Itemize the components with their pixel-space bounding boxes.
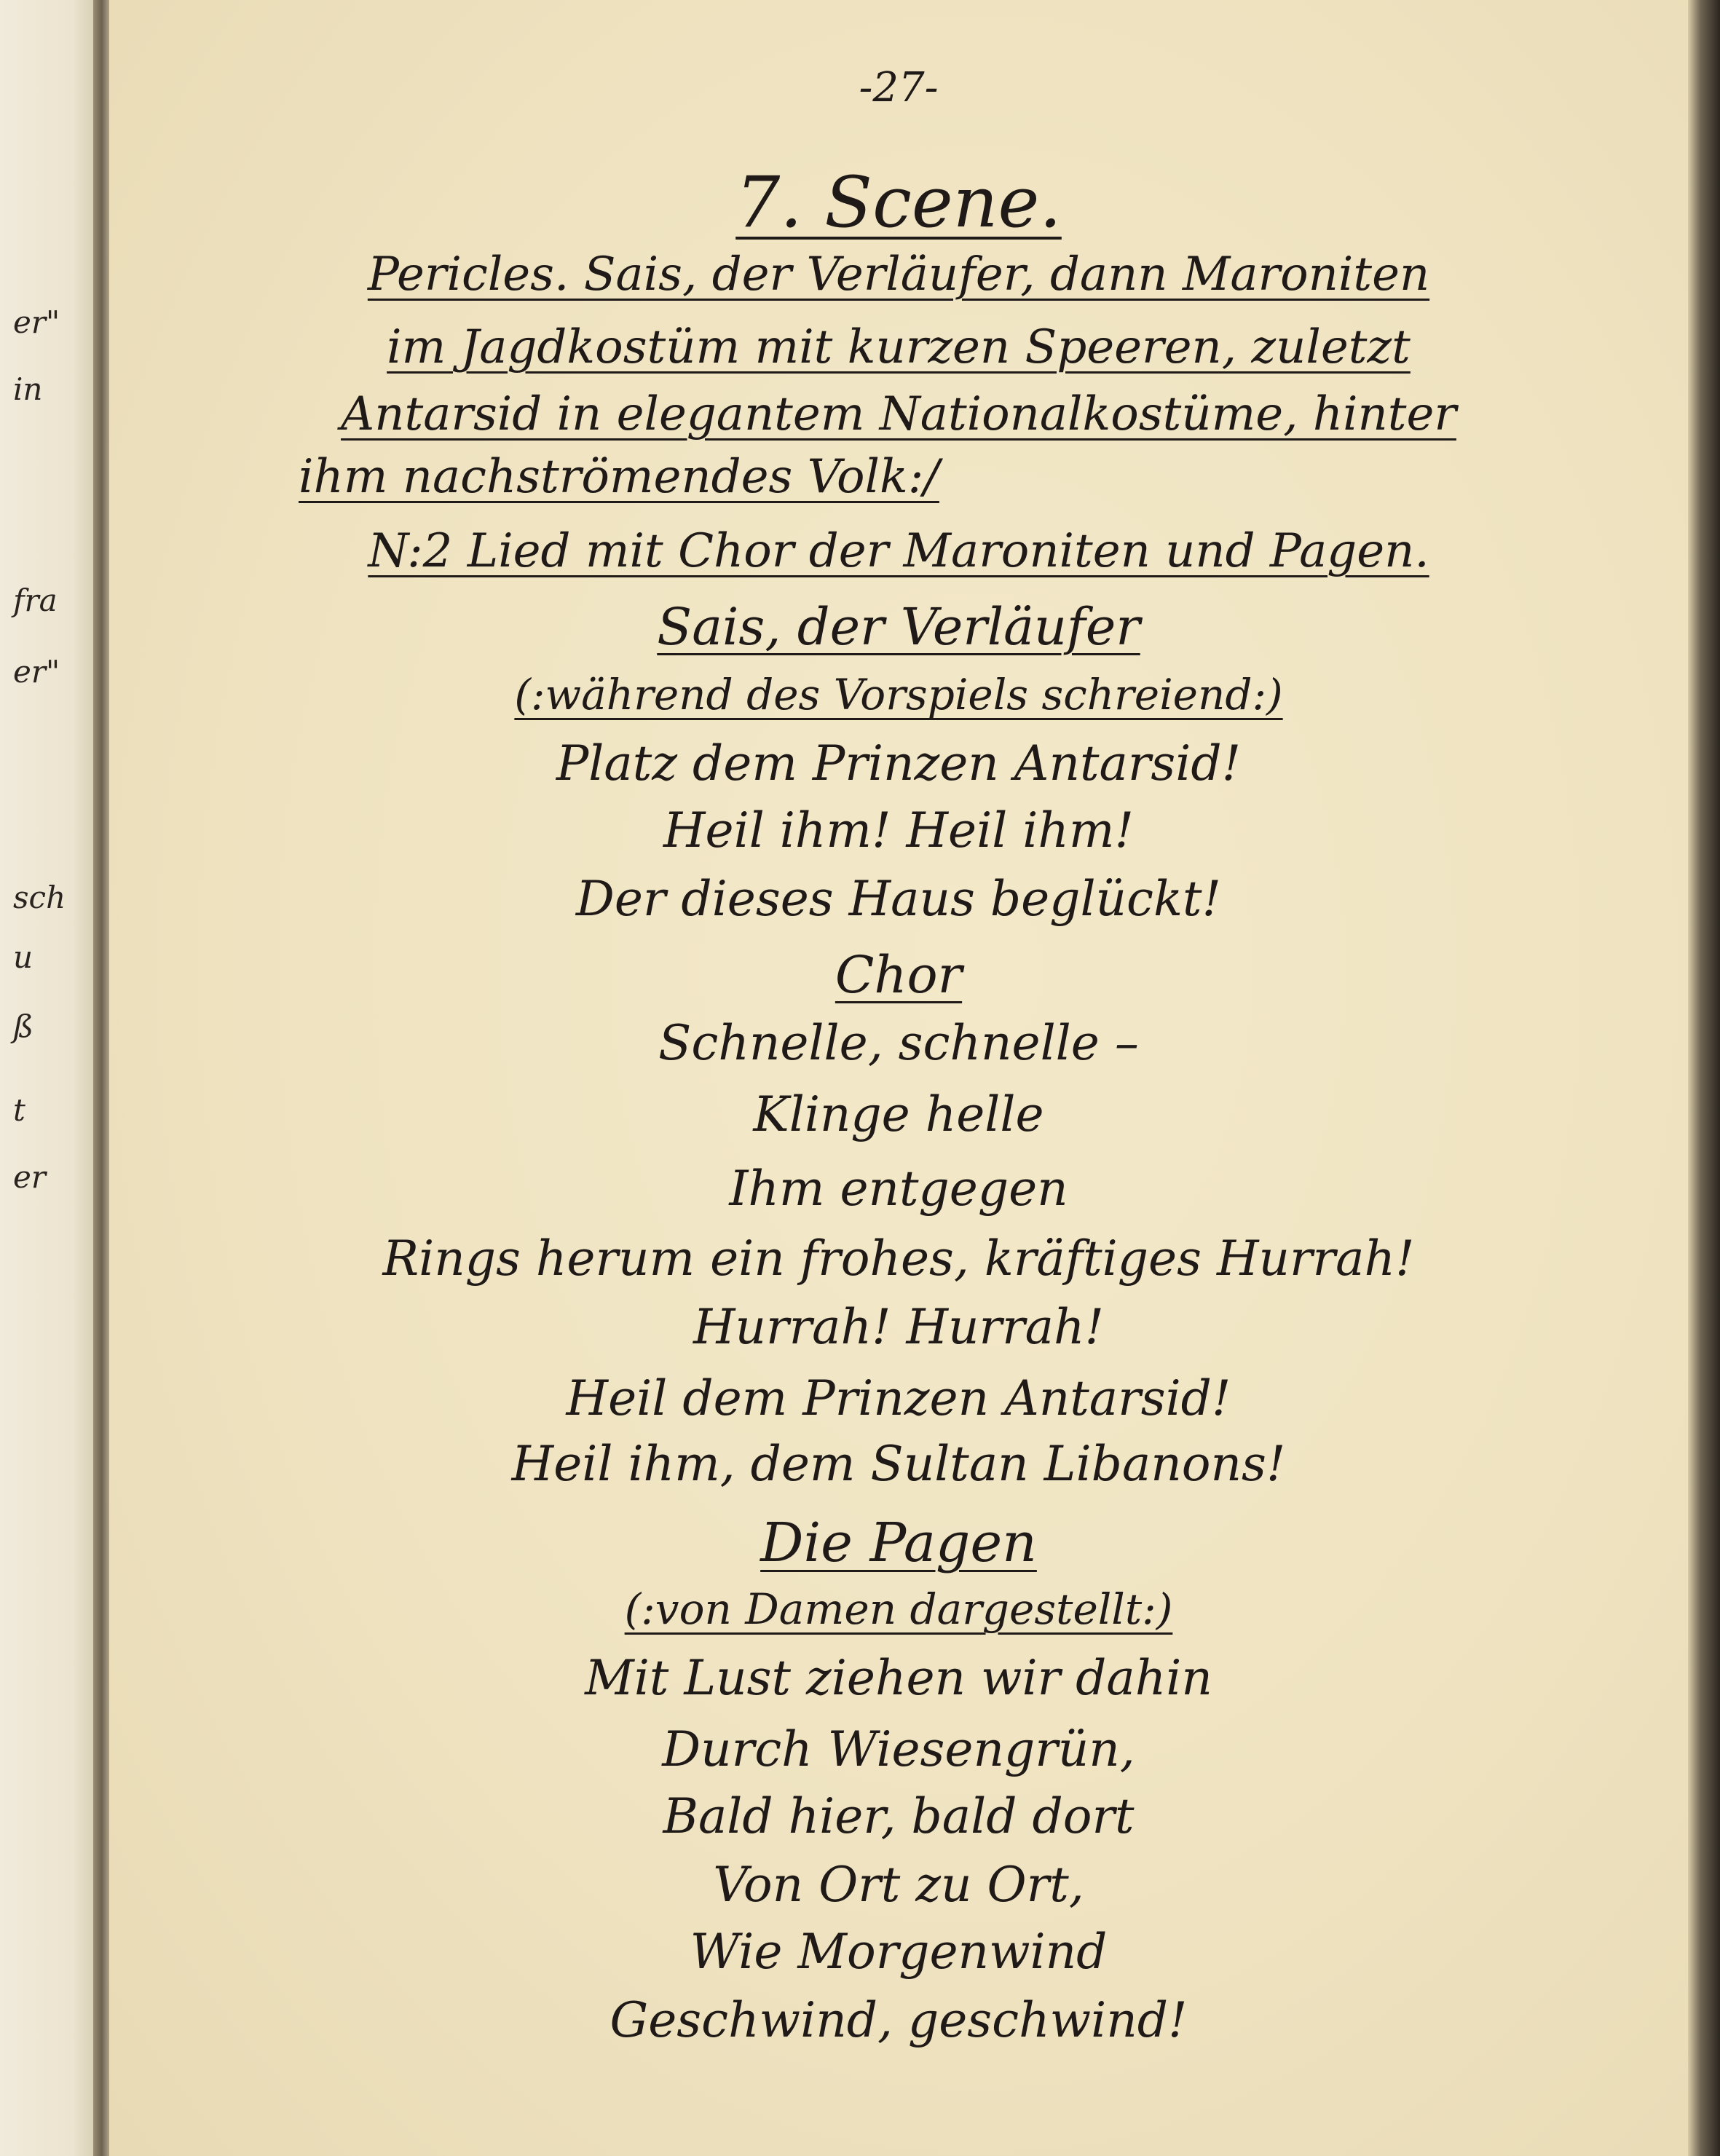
stage-direction-line: Antarsid in elegantem Nationalkostüme, hinter	[341, 387, 1456, 441]
verse-line: Heil dem Prinzen Antarsid!	[566, 1370, 1231, 1426]
verse-line: Wie Morgenwind	[690, 1924, 1108, 1980]
verse-line: Ihm entgegen	[729, 1161, 1068, 1217]
performance-direction: (:von Damen dargestellt:)	[624, 1584, 1173, 1634]
stage-direction-line: im Jagdkostüm mit kurzen Speeren, zuletzt	[387, 320, 1411, 374]
verse-line: Rings herum ein frohes, kräftiges Hurrah!	[382, 1231, 1415, 1287]
left-page-fragment: u	[13, 939, 33, 975]
left-page-fragment: er"	[13, 654, 60, 690]
left-page-fragment: t	[13, 1092, 25, 1128]
right-page-edge	[1688, 0, 1720, 2156]
verse-line: Der dieses Haus beglückt!	[575, 871, 1222, 927]
speaker-heading: Sais, der Verläufer	[657, 597, 1140, 657]
verse-line: Von Ort zu Ort,	[713, 1857, 1084, 1913]
stage-direction-line: Pericles. Sais, der Verläufer, dann Maroniten	[367, 248, 1430, 301]
left-page-fragment: er	[13, 1159, 46, 1195]
verse-line: Durch Wiesengrün,	[662, 1721, 1135, 1777]
verse-line: Hurrah! Hurrah!	[693, 1299, 1105, 1355]
left-page-fragment: er"	[13, 304, 60, 340]
verse-line: Platz dem Prinzen Antarsid!	[556, 735, 1242, 791]
scene-title: 7. Scene.	[735, 162, 1062, 243]
verse-line: Schnelle, schnelle –	[658, 1015, 1139, 1071]
number-title: N:2 Lied mit Chor der Maroniten und Pagen.	[368, 524, 1429, 578]
performance-direction: (:während des Vorspiels schreiend:)	[514, 670, 1283, 719]
verse-line: Heil ihm! Heil ihm!	[663, 802, 1135, 858]
stage-direction-line: ihm nachströmendes Volk:/	[299, 450, 939, 504]
left-page-fragment: sch	[13, 880, 66, 915]
left-page-fragment: in	[13, 371, 43, 407]
left-page-fragment: fra	[13, 583, 58, 618]
verse-line: Mit Lust ziehen wir dahin	[585, 1650, 1212, 1706]
left-page-fragment: ß	[13, 1008, 34, 1044]
verse-line: Heil ihm, dem Sultan Libanons!	[511, 1436, 1286, 1492]
speaker-heading: Die Pagen	[760, 1512, 1037, 1574]
verse-line: Geschwind, geschwind!	[610, 1992, 1188, 2048]
verse-line: Klinge helle	[753, 1086, 1044, 1142]
speaker-heading: Chor	[835, 945, 963, 1005]
verse-line: Bald hier, bald dort	[663, 1788, 1135, 1844]
page-number: -27-	[859, 64, 939, 111]
